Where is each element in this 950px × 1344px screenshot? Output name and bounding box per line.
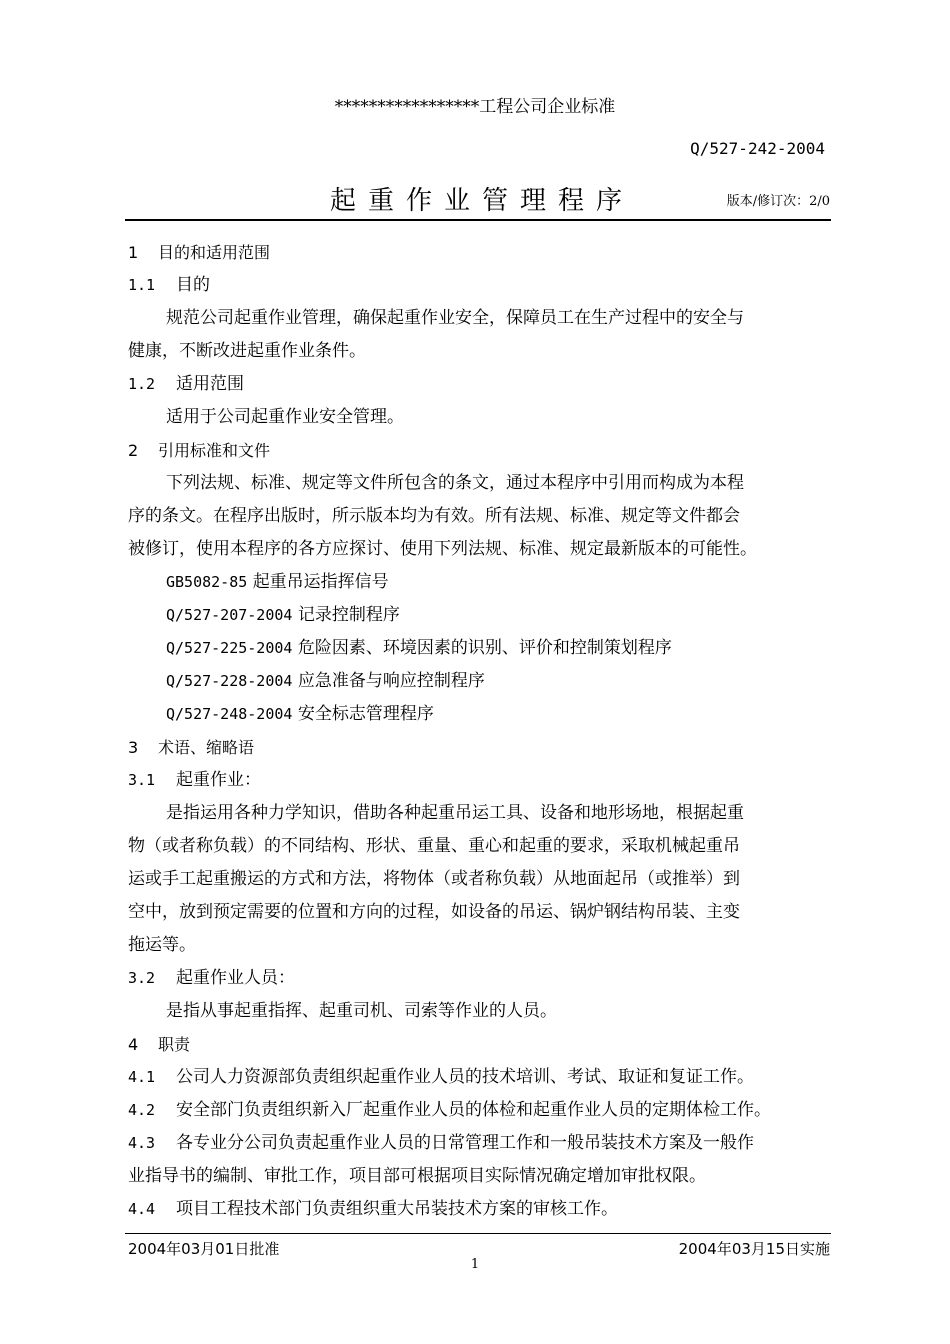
document-body	[128, 236, 834, 1226]
duty-text: 公司人力资源部负责组织起重作业人员的技术培训、考试、取证和复证工作。	[176, 1067, 754, 1087]
reference-name: 危险因素、环境因素的识别、评价和控制策划程序	[297, 638, 672, 658]
reference-item	[128, 566, 834, 599]
reference-item	[128, 698, 834, 731]
reference-code: GB5082-85	[166, 573, 248, 591]
company-standard-header: *****************工程公司企业标准	[334, 97, 616, 117]
header-divider	[125, 219, 831, 221]
subsection-title: 适用范围	[176, 374, 244, 394]
paragraph-line: 序的条文。在程序出版时，所示版本均为有效。所有法规、标准、规定等文件都会	[128, 506, 740, 526]
approval-date: 2004年03月01日批准	[128, 1240, 280, 1258]
duty-number: 4.1	[128, 1068, 156, 1086]
reference-code: Q/527-207-2004	[166, 606, 293, 624]
version-label: 版本/修订次：2/0	[726, 194, 830, 209]
section-heading	[128, 434, 834, 467]
subsection-heading	[128, 962, 834, 995]
duty-item	[128, 1094, 834, 1127]
section-title: 目的和适用范围	[158, 243, 271, 262]
section-number: 4	[128, 1035, 139, 1054]
duty-text: 安全部门负责组织新入厂起重作业人员的体检和起重作业人员的定期体检工作。	[176, 1100, 771, 1120]
reference-name: 安全标志管理程序	[297, 704, 434, 724]
paragraph-line: 是指运用各种力学知识，借助各种起重吊运工具、设备和地形场地，根据起重	[166, 803, 744, 823]
paragraph-line: 适用于公司起重作业安全管理。	[166, 407, 404, 427]
paragraph-line: 规范公司起重作业管理，确保起重作业安全，保障员工在生产过程中的安全与	[166, 308, 744, 328]
duty-item	[128, 1193, 834, 1226]
document-title: 起重作业管理程序	[330, 186, 635, 216]
reference-name: 起重吊运指挥信号	[252, 572, 389, 592]
reference-code: Q/527-225-2004	[166, 639, 293, 657]
subsection-heading	[128, 764, 834, 797]
paragraph-line: 物（或者称负载）的不同结构、形状、重量、重心和起重的要求，采取机械起重吊	[128, 836, 740, 856]
paragraph-line: 空中，放到预定需要的位置和方向的过程，如设备的吊运、锅炉钢结构吊装、主变	[128, 902, 740, 922]
duty-item	[128, 1127, 834, 1160]
subsection-number: 1.1	[128, 276, 156, 294]
subsection-heading	[128, 368, 834, 401]
paragraph-line: 健康，不断改进起重作业条件。	[128, 341, 366, 361]
paragraph-line: 运或手工起重搬运的方式和方法，将物体（或者称负载）从地面起吊（或推举）到	[128, 869, 740, 889]
subsection-number: 3.1	[128, 771, 156, 789]
section-title: 术语、缩略语	[158, 738, 255, 757]
paragraph-line: 被修订，使用本程序的各方应探讨、使用下列法规、标准、规定最新版本的可能性。	[128, 539, 757, 559]
section-heading	[128, 731, 834, 764]
duty-number: 4.2	[128, 1101, 156, 1119]
duty-number: 4.3	[128, 1134, 156, 1152]
subsection-number: 1.2	[128, 375, 156, 393]
duty-continuation: 业指导书的编制、审批工作，项目部可根据项目实际情况确定增加审批权限。	[128, 1166, 706, 1186]
reference-name: 应急准备与响应控制程序	[297, 671, 485, 691]
section-number: 3	[128, 738, 139, 757]
section-heading	[128, 236, 834, 269]
reference-item	[128, 599, 834, 632]
subsection-title: 起重作业：	[176, 770, 261, 790]
section-heading	[128, 1028, 834, 1061]
section-title: 引用标准和文件	[158, 441, 271, 460]
paragraph-line: 拖运等。	[128, 935, 196, 955]
duty-text: 各专业分公司负责起重作业人员的日常管理工作和一般吊装技术方案及一般作	[176, 1133, 754, 1153]
document-code: Q/527-242-2004	[690, 139, 825, 158]
reference-code: Q/527-228-2004	[166, 672, 293, 690]
duty-text: 项目工程技术部门负责组织重大吊装技术方案的审核工作。	[176, 1199, 618, 1219]
duty-number: 4.4	[128, 1200, 156, 1218]
section-number: 1	[128, 243, 139, 262]
duty-item	[128, 1061, 834, 1094]
effective-date: 2004年03月15日实施	[678, 1240, 830, 1258]
section-number: 2	[128, 441, 139, 460]
reference-item	[128, 632, 834, 665]
subsection-number: 3.2	[128, 969, 156, 987]
subsection-title: 起重作业人员：	[176, 968, 295, 988]
page-number: 1	[470, 1257, 480, 1272]
section-title: 职责	[158, 1035, 191, 1054]
reference-code: Q/527-248-2004	[166, 705, 293, 723]
paragraph-line: 是指从事起重指挥、起重司机、司索等作业的人员。	[166, 1001, 557, 1021]
reference-name: 记录控制程序	[297, 605, 400, 625]
reference-item	[128, 665, 834, 698]
footer-divider	[125, 1233, 831, 1234]
subsection-title: 目的	[176, 275, 210, 295]
subsection-heading	[128, 269, 834, 302]
paragraph-line: 下列法规、标准、规定等文件所包含的条文，通过本程序中引用而构成为本程	[166, 473, 744, 493]
